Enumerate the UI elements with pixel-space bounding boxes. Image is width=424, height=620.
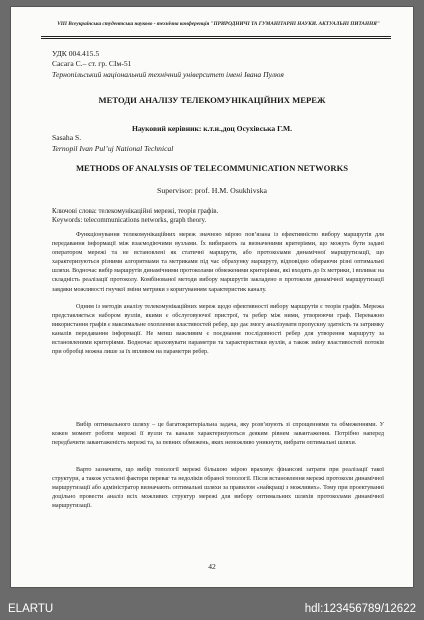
udk-code: УДК 004.415.5 [52, 49, 100, 58]
author-en: Sasaha S. [52, 133, 82, 142]
repository-label: ELARTU [8, 603, 54, 615]
handle-identifier: hdl:123456789/12622 [304, 603, 416, 615]
body-paragraph: Вибір оптимального шляху – це багатокритеріальна задача, яку розв’язують зі спрощеннями та обмеженнями. У кожен момент роботи мережі її вузли та канали характеризуються деяким рівнем завантаження. Потрібно наперед передбачити завантаженість мережі та, за певних обмежень, яких неможливо уникнути, вибрати оптимальні шляхи. [52, 422, 384, 447]
supervisor-ua: Науковий керівник: к.т.н.,доц Осухівська Г.М. [131, 124, 293, 133]
body-paragraph: Одним із методів аналізу телекомунікаційних мереж щодо ефективності вибору маршрутів є теорія графів. Мережа представляється набором вузлів, якими є обслуговуючої пристрої, та ребер між ними, утворюючи граф. Переважно використання графів є максимальне охоплення властивостей ребер, що дає змогу аналізувати пропускну здатність та затримку каналів передавання інформації. Не менш важливим є поєднання послідовності ребер для утворення маршруту за встановленими критеріями. Водночас враховувати параметри та характеристики вузлів, а також зміну властивостей потоків при обробці можна лише за їх впливом на параметри ребер. [52, 304, 384, 356]
supervisor-en: Supervisor: prof. H.M. Osukhivska [156, 186, 268, 195]
body-paragraph: Варто зазначити, що вибір топології мережі більшою мірою враховує фінансові затрати при реалізації такої структури, а також усталені фактори переваг та недоліків обраної топології. Після встановлення мережі протоколи динамічної маршрутизації або адміністратор визначають оптимальні шляхи за правилом «найкращі з можливих». Тому при проектуванні доцільно провести аналіз всіх можливих структур мережі для вибору оптимальних шляхів протоколами динамічної маршрутизації. [52, 467, 384, 510]
author-ua: Сасага С.– ст. гр. СІм-51 [52, 59, 132, 68]
keywords-en: Keywords: telecommunications networks, graph theory. [52, 217, 207, 224]
title-en: METHODS OF ANALYSIS OF TELECOMMUNICATION NETWORKS [75, 163, 349, 173]
body-paragraph: Функціонування телекомунікаційних мереж значною мірою пов’язана із ефективністю вибору маршрутів для передавання інформації між взаємодіючими вузлами. Їх вибирають за визначеними критеріями, що можуть бути задані оператором мережі та не встановлені як статичні маршрути, або протоколами динамічної маршрутизації, що характеризуються різними алгоритмами та метриками під час обрахунку маршруту, відповідно обираючи різні оптимальні шляхи. Водночас вибір маршрутів динамічними протоколами обмеженими критеріями, які входять до їх метрики, і впливає на складність реалізації протоколу. Комбінованої методи вибору маршрутів закладено в протоколи динамічної маршрутизації завдяки можливості гнучкої зміни метрики з коригуванням характеристик каналу. [52, 232, 384, 293]
document-page [11, 7, 413, 587]
header-rule [41, 36, 391, 37]
page-number: 42 [208, 562, 216, 571]
header-rule-double [41, 38, 391, 39]
affiliation-ua: Тернопільський національний технічний університет імені Івана Пулюя [52, 70, 284, 79]
title-ua: МЕТОДИ АНАЛІЗУ ТЕЛЕКОМУНІКАЦІЙНИХ МЕРЕЖ [98, 95, 326, 105]
affiliation-en: Ternopil Ivan Pul’uj National Technical [52, 144, 174, 153]
conference-header: VIII Всеукраїнська студентська науково - технічна конференція "ПРИРОДНИЧІ ТА ГУМАНІТАРНІ НАУКИ. АКТУАЛЬНІ ПИТАННЯ" [57, 21, 380, 27]
keywords-ua: Ключові слова: телекомунікаційні мережі, теорія графів. [52, 208, 219, 215]
